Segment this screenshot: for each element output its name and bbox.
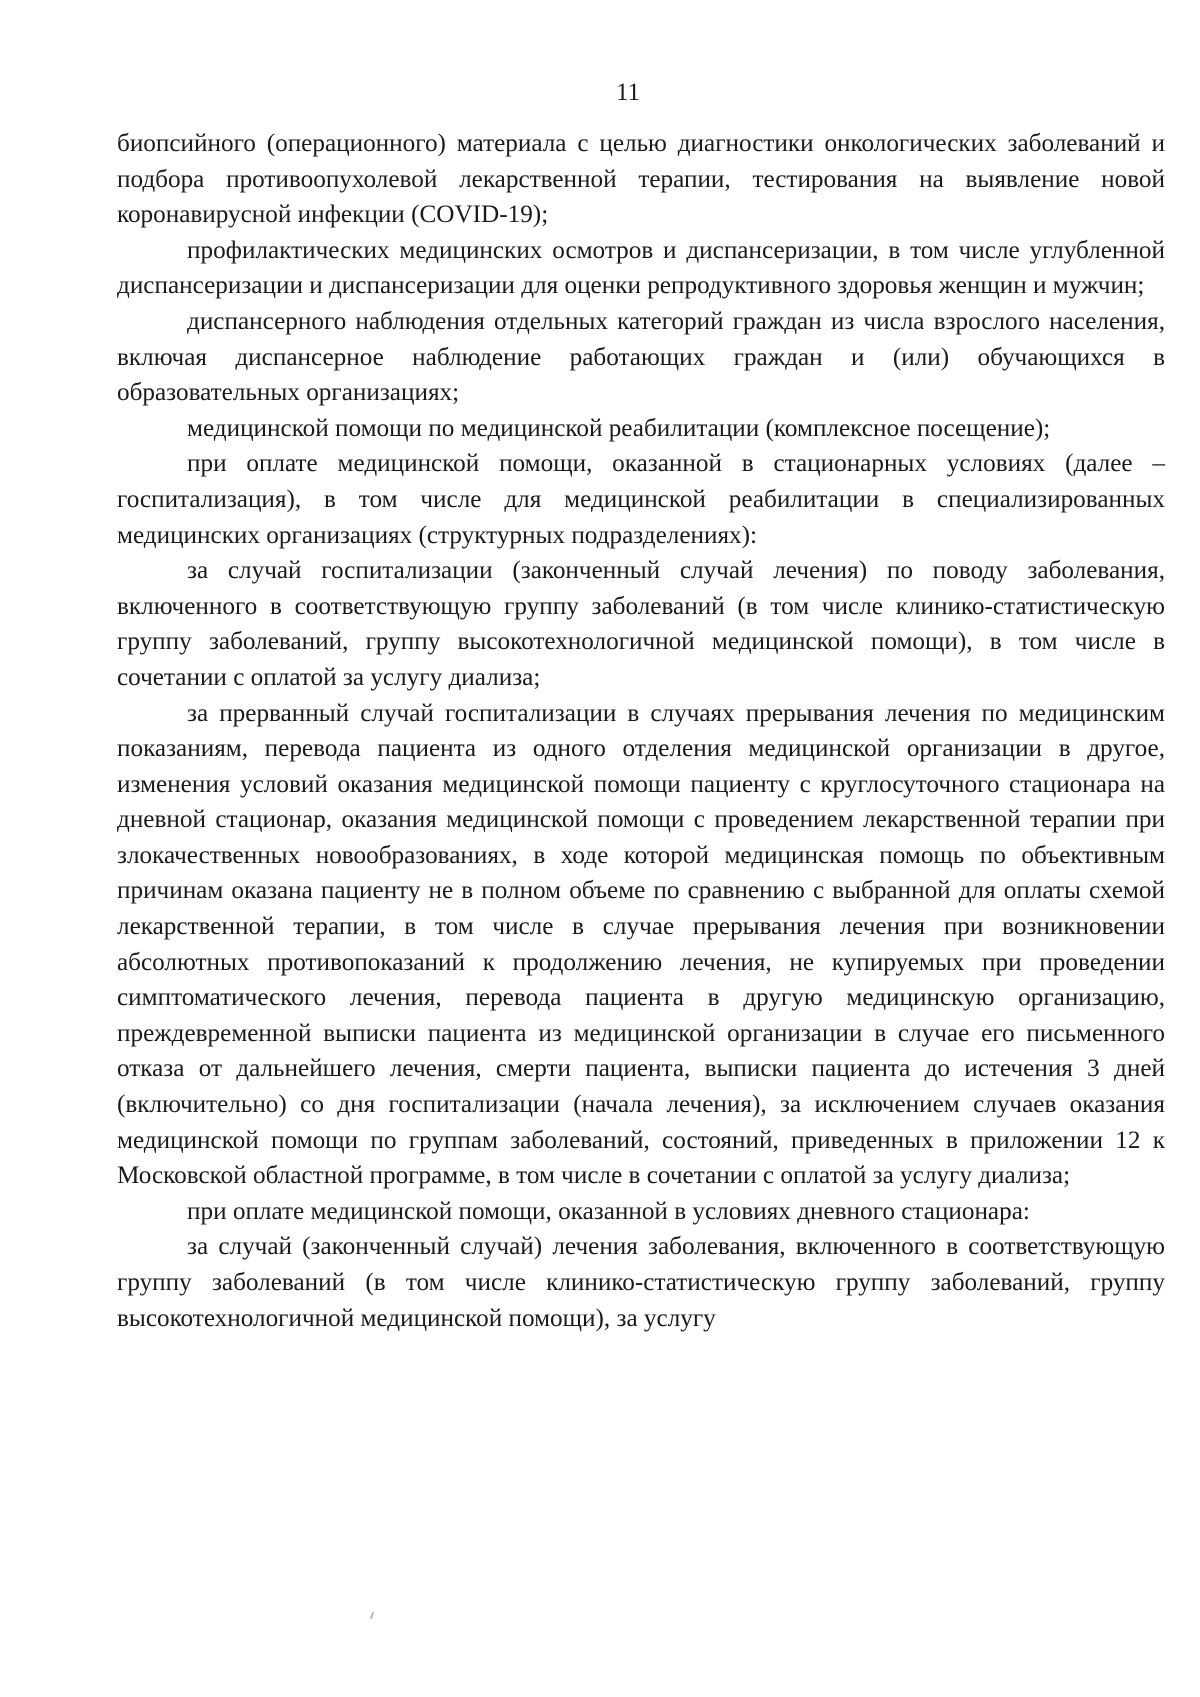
paragraph-rehabilitation: медицинской помощи по медицинской реабилитации (комплексное посещение); [187, 414, 1051, 442]
paragraph-dispensary-observation: диспансерного наблюдения отдельных категорий граждан из числа взрослого населения, включая диспансерное наблюдение работающих граждан и (или) обучающихся в образовательных организациях; [117, 307, 1165, 407]
page-number: 11 [615, 79, 641, 106]
paragraph-interrupted-case: за прерванный случай госпитализации в случаях прерывания лечения по медицинским показаниям, перевода пациента из одного отделения медицинской организации в другое, изменения условий оказания медицинской помощи пациенту с круглосуточного стационара на дневной стационар, оказания медицинской помощи с проведением лекарственной терапии при злокачественных новообразованиях, в ходе которой медицинская помощь по объективным причинам оказана пациенту не в полном объеме по сравнению с выбранной для оплаты схемой лекарственной терапии, в том числе в случае прерывания лечения при возникновении абсолютных противопоказаний к продолжению лечения, не купируемых при проведении симптоматического лечения, перевода пациента в другую медицинскую организацию, преждевременной выписки пациента из медицинской организации в случае его письменного отказа от дальнейшего лечения, смерти пациента, выписки пациента до истечения 3 дней (включительно) со дня госпитализации (начала лечения), за исключением случаев оказания медицинской помощи по группам заболеваний, состояний, приведенных в приложении 12 к Московской областной программе, в том числе в сочетании с оплатой за услугу диализа; [117, 699, 1165, 1190]
paragraph-preventive-exams: профилактических медицинских осмотров и диспансеризации, в том числе углубленной диспансеризации и диспансеризации для оценки репродуктивного здоровья женщин и мужчин; [117, 236, 1165, 300]
paragraph-inpatient-payment: при оплате медицинской помощи, оказанной в стационарных условиях (далее – госпитализация), в том числе для медицинской реабилитации в специализированных медицинских организациях (структурных подразделениях): [117, 450, 1165, 549]
paragraph-hospitalization-case: за случай госпитализации (законченный случай лечения) по поводу заболевания, включенного в соответствующую группу заболеваний (в том числе клинико-статистическую группу заболеваний, группу высокотехнологичной медицинской помощи), в том числе в сочетании с оплатой за услугу диализа; [117, 557, 1165, 691]
scan-artifact [370, 1612, 374, 1619]
paragraph-day-hospital-case: за случай (законченный случай) лечения заболевания, включенного в соответствующую группу заболеваний (в том числе клинико-статистическую группу заболеваний, группу высокотехнологичной медицинской помощи), за услугу [117, 1233, 1165, 1332]
document-body [117, 126, 1165, 1336]
paragraph-day-hospital-payment: при оплате медицинской помощи, оказанной в условиях дневного стационара: [187, 1197, 1030, 1225]
paragraph-continuation: биопсийного (операционного) материала с целью диагностики онкологических заболеваний и подбора противоопухолевой лекарственной терапии, тестирования на выявление новой коронавирусной инфекции (COVID-19); [117, 130, 1165, 229]
